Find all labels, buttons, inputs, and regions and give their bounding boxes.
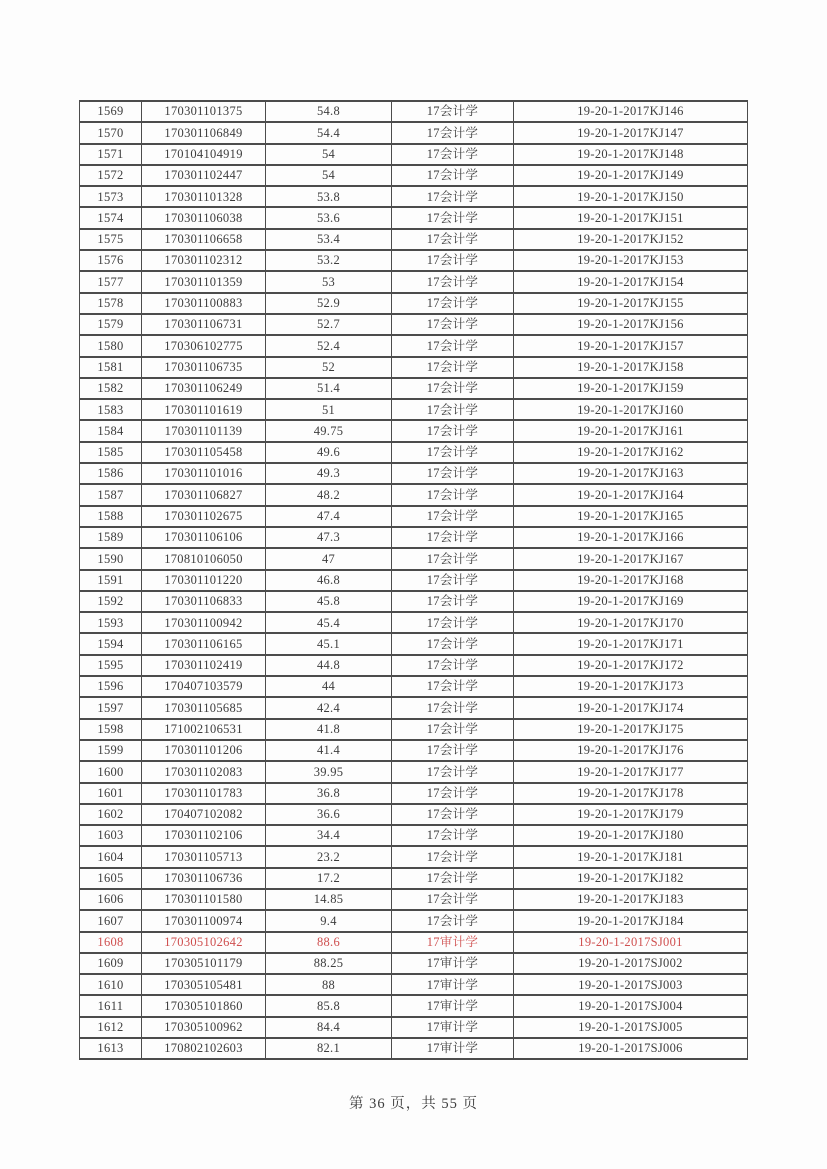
cell-rank: 1581 bbox=[80, 357, 142, 378]
table-row bbox=[80, 527, 748, 548]
table-row bbox=[80, 229, 748, 250]
cell-student-id: 170407103579 bbox=[142, 676, 266, 697]
cell-student-id: 170301101359 bbox=[142, 271, 266, 292]
cell-class-name: 17会计学 bbox=[392, 186, 514, 207]
cell-score: 51 bbox=[266, 399, 392, 420]
cell-class-name: 17会计学 bbox=[392, 463, 514, 484]
cell-student-id: 170301106165 bbox=[142, 633, 266, 654]
cell-class-name: 17会计学 bbox=[392, 868, 514, 889]
cell-student-id: 170301106849 bbox=[142, 122, 266, 143]
table-row bbox=[80, 570, 748, 591]
table-row bbox=[80, 889, 748, 910]
table-row bbox=[80, 399, 748, 420]
cell-class-name: 17会计学 bbox=[392, 570, 514, 591]
cell-exam-code: 19-20-1-2017KJ172 bbox=[514, 655, 748, 676]
cell-class-name: 17会计学 bbox=[392, 548, 514, 569]
cell-exam-code: 19-20-1-2017KJ153 bbox=[514, 250, 748, 271]
cell-rank: 1601 bbox=[80, 783, 142, 804]
cell-exam-code: 19-20-1-2017KJ177 bbox=[514, 761, 748, 782]
table-row bbox=[80, 165, 748, 186]
cell-class-name: 17会计学 bbox=[392, 846, 514, 867]
cell-score: 54 bbox=[266, 165, 392, 186]
cell-exam-code: 19-20-1-2017KJ171 bbox=[514, 633, 748, 654]
cell-student-id: 170301100942 bbox=[142, 612, 266, 633]
cell-score: 88.25 bbox=[266, 953, 392, 974]
cell-class-name: 17会计学 bbox=[392, 420, 514, 441]
cell-exam-code: 19-20-1-2017KJ152 bbox=[514, 229, 748, 250]
cell-score: 52 bbox=[266, 357, 392, 378]
cell-score: 53.6 bbox=[266, 207, 392, 228]
cell-rank: 1608 bbox=[80, 932, 142, 953]
cell-student-id: 170305101860 bbox=[142, 995, 266, 1016]
cell-score: 36.6 bbox=[266, 804, 392, 825]
cell-rank: 1571 bbox=[80, 144, 142, 165]
cell-rank: 1591 bbox=[80, 570, 142, 591]
cell-rank: 1610 bbox=[80, 974, 142, 995]
cell-exam-code: 19-20-1-2017KJ156 bbox=[514, 314, 748, 335]
cell-score: 48.2 bbox=[266, 484, 392, 505]
cell-score: 54.4 bbox=[266, 122, 392, 143]
cell-rank: 1576 bbox=[80, 250, 142, 271]
cell-score: 44 bbox=[266, 676, 392, 697]
cell-score: 88.6 bbox=[266, 932, 392, 953]
cell-student-id: 170301101375 bbox=[142, 101, 266, 122]
cell-rank: 1578 bbox=[80, 293, 142, 314]
cell-student-id: 170301100883 bbox=[142, 293, 266, 314]
cell-score: 85.8 bbox=[266, 995, 392, 1016]
cell-score: 51.4 bbox=[266, 378, 392, 399]
table-row bbox=[80, 293, 748, 314]
cell-score: 49.75 bbox=[266, 420, 392, 441]
table-row bbox=[80, 1038, 748, 1059]
cell-class-name: 17审计学 bbox=[392, 953, 514, 974]
table-row bbox=[80, 910, 748, 931]
table-row bbox=[80, 953, 748, 974]
cell-student-id: 170301106106 bbox=[142, 527, 266, 548]
cell-exam-code: 19-20-1-2017SJ003 bbox=[514, 974, 748, 995]
cell-student-id: 170301102312 bbox=[142, 250, 266, 271]
cell-rank: 1609 bbox=[80, 953, 142, 974]
cell-rank: 1575 bbox=[80, 229, 142, 250]
table-row bbox=[80, 612, 748, 633]
cell-rank: 1605 bbox=[80, 868, 142, 889]
table-row bbox=[80, 761, 748, 782]
table-row bbox=[80, 101, 748, 122]
cell-score: 49.3 bbox=[266, 463, 392, 484]
cell-student-id: 170301106736 bbox=[142, 868, 266, 889]
cell-exam-code: 19-20-1-2017KJ150 bbox=[514, 186, 748, 207]
cell-rank: 1585 bbox=[80, 442, 142, 463]
cell-rank: 1586 bbox=[80, 463, 142, 484]
table-row bbox=[80, 442, 748, 463]
cell-score: 88 bbox=[266, 974, 392, 995]
table-row bbox=[80, 995, 748, 1016]
cell-score: 47 bbox=[266, 548, 392, 569]
cell-rank: 1593 bbox=[80, 612, 142, 633]
cell-rank: 1573 bbox=[80, 186, 142, 207]
table-row bbox=[80, 186, 748, 207]
cell-student-id: 170301100974 bbox=[142, 910, 266, 931]
cell-exam-code: 19-20-1-2017KJ184 bbox=[514, 910, 748, 931]
cell-score: 45.1 bbox=[266, 633, 392, 654]
cell-rank: 1611 bbox=[80, 995, 142, 1016]
cell-rank: 1607 bbox=[80, 910, 142, 931]
cell-score: 23.2 bbox=[266, 846, 392, 867]
cell-score: 47.4 bbox=[266, 506, 392, 527]
cell-class-name: 17会计学 bbox=[392, 165, 514, 186]
table-row bbox=[80, 484, 748, 505]
cell-class-name: 17会计学 bbox=[392, 676, 514, 697]
cell-exam-code: 19-20-1-2017KJ159 bbox=[514, 378, 748, 399]
table-row bbox=[80, 250, 748, 271]
cell-exam-code: 19-20-1-2017KJ173 bbox=[514, 676, 748, 697]
cell-student-id: 170306102775 bbox=[142, 335, 266, 356]
cell-class-name: 17会计学 bbox=[392, 889, 514, 910]
cell-class-name: 17会计学 bbox=[392, 655, 514, 676]
cell-rank: 1598 bbox=[80, 719, 142, 740]
table-row bbox=[80, 655, 748, 676]
cell-rank: 1569 bbox=[80, 101, 142, 122]
cell-score: 14.85 bbox=[266, 889, 392, 910]
cell-rank: 1588 bbox=[80, 506, 142, 527]
cell-student-id: 170301106658 bbox=[142, 229, 266, 250]
cell-student-id: 170301105713 bbox=[142, 846, 266, 867]
cell-exam-code: 19-20-1-2017KJ174 bbox=[514, 697, 748, 718]
cell-exam-code: 19-20-1-2017KJ162 bbox=[514, 442, 748, 463]
cell-score: 45.8 bbox=[266, 591, 392, 612]
cell-rank: 1603 bbox=[80, 825, 142, 846]
cell-student-id: 171002106531 bbox=[142, 719, 266, 740]
table-row bbox=[80, 1017, 748, 1038]
page-footer: 第 36 页，共 55 页 bbox=[349, 1096, 478, 1112]
table-row bbox=[80, 420, 748, 441]
cell-student-id: 170301106827 bbox=[142, 484, 266, 505]
table-row bbox=[80, 676, 748, 697]
cell-rank: 1579 bbox=[80, 314, 142, 335]
cell-class-name: 17审计学 bbox=[392, 1017, 514, 1038]
cell-score: 46.8 bbox=[266, 570, 392, 591]
cell-exam-code: 19-20-1-2017KJ165 bbox=[514, 506, 748, 527]
cell-score: 39.95 bbox=[266, 761, 392, 782]
table-row bbox=[80, 357, 748, 378]
cell-rank: 1595 bbox=[80, 655, 142, 676]
cell-class-name: 17会计学 bbox=[392, 122, 514, 143]
cell-class-name: 17会计学 bbox=[392, 804, 514, 825]
cell-student-id: 170810106050 bbox=[142, 548, 266, 569]
cell-student-id: 170104104919 bbox=[142, 144, 266, 165]
cell-class-name: 17会计学 bbox=[392, 335, 514, 356]
cell-student-id: 170301101220 bbox=[142, 570, 266, 591]
table-row bbox=[80, 548, 748, 569]
cell-rank: 1589 bbox=[80, 527, 142, 548]
cell-rank: 1599 bbox=[80, 740, 142, 761]
cell-student-id: 170305101179 bbox=[142, 953, 266, 974]
table-row bbox=[80, 740, 748, 761]
cell-student-id: 170301106731 bbox=[142, 314, 266, 335]
cell-class-name: 17会计学 bbox=[392, 378, 514, 399]
cell-score: 82.1 bbox=[266, 1038, 392, 1059]
cell-class-name: 17会计学 bbox=[392, 527, 514, 548]
table-row bbox=[80, 783, 748, 804]
cell-student-id: 170301101328 bbox=[142, 186, 266, 207]
cell-exam-code: 19-20-1-2017KJ164 bbox=[514, 484, 748, 505]
cell-student-id: 170301105685 bbox=[142, 697, 266, 718]
cell-rank: 1602 bbox=[80, 804, 142, 825]
cell-exam-code: 19-20-1-2017KJ147 bbox=[514, 122, 748, 143]
cell-exam-code: 19-20-1-2017KJ158 bbox=[514, 357, 748, 378]
cell-exam-code: 19-20-1-2017KJ166 bbox=[514, 527, 748, 548]
table-row bbox=[80, 144, 748, 165]
cell-student-id: 170301102419 bbox=[142, 655, 266, 676]
table-row bbox=[80, 932, 748, 953]
cell-exam-code: 19-20-1-2017KJ151 bbox=[514, 207, 748, 228]
cell-rank: 1572 bbox=[80, 165, 142, 186]
cell-student-id: 170301106038 bbox=[142, 207, 266, 228]
grades-table bbox=[79, 100, 748, 1060]
table-row bbox=[80, 591, 748, 612]
cell-exam-code: 19-20-1-2017KJ149 bbox=[514, 165, 748, 186]
cell-class-name: 17审计学 bbox=[392, 932, 514, 953]
cell-exam-code: 19-20-1-2017KJ161 bbox=[514, 420, 748, 441]
cell-rank: 1592 bbox=[80, 591, 142, 612]
table-row bbox=[80, 335, 748, 356]
cell-score: 53.2 bbox=[266, 250, 392, 271]
cell-student-id: 170301101206 bbox=[142, 740, 266, 761]
table-row bbox=[80, 719, 748, 740]
cell-rank: 1596 bbox=[80, 676, 142, 697]
cell-student-id: 170301105458 bbox=[142, 442, 266, 463]
cell-class-name: 17会计学 bbox=[392, 101, 514, 122]
table-row bbox=[80, 868, 748, 889]
cell-student-id: 170301101580 bbox=[142, 889, 266, 910]
table-row bbox=[80, 271, 748, 292]
cell-class-name: 17审计学 bbox=[392, 1038, 514, 1059]
cell-rank: 1590 bbox=[80, 548, 142, 569]
cell-student-id: 170301102106 bbox=[142, 825, 266, 846]
cell-score: 41.8 bbox=[266, 719, 392, 740]
cell-exam-code: 19-20-1-2017KJ182 bbox=[514, 868, 748, 889]
cell-student-id: 170407102082 bbox=[142, 804, 266, 825]
cell-exam-code: 19-20-1-2017KJ175 bbox=[514, 719, 748, 740]
cell-exam-code: 19-20-1-2017KJ179 bbox=[514, 804, 748, 825]
cell-exam-code: 19-20-1-2017KJ157 bbox=[514, 335, 748, 356]
cell-score: 41.4 bbox=[266, 740, 392, 761]
cell-class-name: 17会计学 bbox=[392, 719, 514, 740]
cell-rank: 1597 bbox=[80, 697, 142, 718]
cell-class-name: 17会计学 bbox=[392, 144, 514, 165]
cell-student-id: 170301101139 bbox=[142, 420, 266, 441]
table-body bbox=[80, 101, 748, 1059]
cell-exam-code: 19-20-1-2017KJ154 bbox=[514, 271, 748, 292]
cell-class-name: 17审计学 bbox=[392, 974, 514, 995]
cell-class-name: 17会计学 bbox=[392, 910, 514, 931]
cell-rank: 1577 bbox=[80, 271, 142, 292]
cell-class-name: 17会计学 bbox=[392, 612, 514, 633]
cell-score: 36.8 bbox=[266, 783, 392, 804]
cell-class-name: 17会计学 bbox=[392, 633, 514, 654]
cell-class-name: 17会计学 bbox=[392, 229, 514, 250]
cell-student-id: 170301106249 bbox=[142, 378, 266, 399]
cell-rank: 1606 bbox=[80, 889, 142, 910]
cell-exam-code: 19-20-1-2017SJ001 bbox=[514, 932, 748, 953]
table-row bbox=[80, 697, 748, 718]
table-row bbox=[80, 633, 748, 654]
cell-exam-code: 19-20-1-2017KJ178 bbox=[514, 783, 748, 804]
cell-exam-code: 19-20-1-2017KJ181 bbox=[514, 846, 748, 867]
table-row bbox=[80, 825, 748, 846]
cell-exam-code: 19-20-1-2017KJ155 bbox=[514, 293, 748, 314]
cell-class-name: 17会计学 bbox=[392, 442, 514, 463]
cell-exam-code: 19-20-1-2017SJ005 bbox=[514, 1017, 748, 1038]
cell-student-id: 170305100962 bbox=[142, 1017, 266, 1038]
table-row bbox=[80, 314, 748, 335]
cell-class-name: 17会计学 bbox=[392, 591, 514, 612]
cell-exam-code: 19-20-1-2017SJ006 bbox=[514, 1038, 748, 1059]
cell-score: 84.4 bbox=[266, 1017, 392, 1038]
cell-score: 53.8 bbox=[266, 186, 392, 207]
cell-exam-code: 19-20-1-2017SJ002 bbox=[514, 953, 748, 974]
cell-student-id: 170301106833 bbox=[142, 591, 266, 612]
cell-student-id: 170301101619 bbox=[142, 399, 266, 420]
cell-exam-code: 19-20-1-2017SJ004 bbox=[514, 995, 748, 1016]
cell-class-name: 17审计学 bbox=[392, 995, 514, 1016]
cell-score: 53 bbox=[266, 271, 392, 292]
cell-score: 49.6 bbox=[266, 442, 392, 463]
cell-student-id: 170301101016 bbox=[142, 463, 266, 484]
cell-rank: 1604 bbox=[80, 846, 142, 867]
cell-score: 34.4 bbox=[266, 825, 392, 846]
cell-class-name: 17会计学 bbox=[392, 761, 514, 782]
cell-score: 52.9 bbox=[266, 293, 392, 314]
cell-class-name: 17会计学 bbox=[392, 314, 514, 335]
cell-exam-code: 19-20-1-2017KJ170 bbox=[514, 612, 748, 633]
cell-class-name: 17会计学 bbox=[392, 484, 514, 505]
cell-score: 52.4 bbox=[266, 335, 392, 356]
cell-score: 52.7 bbox=[266, 314, 392, 335]
cell-student-id: 170305102642 bbox=[142, 932, 266, 953]
cell-rank: 1600 bbox=[80, 761, 142, 782]
cell-exam-code: 19-20-1-2017KJ148 bbox=[514, 144, 748, 165]
cell-score: 54 bbox=[266, 144, 392, 165]
table-row bbox=[80, 463, 748, 484]
cell-class-name: 17会计学 bbox=[392, 740, 514, 761]
cell-class-name: 17会计学 bbox=[392, 357, 514, 378]
cell-class-name: 17会计学 bbox=[392, 293, 514, 314]
cell-score: 42.4 bbox=[266, 697, 392, 718]
cell-class-name: 17会计学 bbox=[392, 271, 514, 292]
cell-student-id: 170305105481 bbox=[142, 974, 266, 995]
cell-exam-code: 19-20-1-2017KJ160 bbox=[514, 399, 748, 420]
cell-exam-code: 19-20-1-2017KJ168 bbox=[514, 570, 748, 591]
cell-score: 53.4 bbox=[266, 229, 392, 250]
cell-rank: 1594 bbox=[80, 633, 142, 654]
table-row bbox=[80, 974, 748, 995]
cell-exam-code: 19-20-1-2017KJ180 bbox=[514, 825, 748, 846]
table-row bbox=[80, 207, 748, 228]
cell-rank: 1574 bbox=[80, 207, 142, 228]
table-row bbox=[80, 122, 748, 143]
table-row bbox=[80, 846, 748, 867]
cell-student-id: 170301101783 bbox=[142, 783, 266, 804]
cell-rank: 1580 bbox=[80, 335, 142, 356]
cell-exam-code: 19-20-1-2017KJ146 bbox=[514, 101, 748, 122]
cell-score: 9.4 bbox=[266, 910, 392, 931]
cell-rank: 1570 bbox=[80, 122, 142, 143]
cell-class-name: 17会计学 bbox=[392, 783, 514, 804]
cell-rank: 1584 bbox=[80, 420, 142, 441]
cell-rank: 1587 bbox=[80, 484, 142, 505]
cell-class-name: 17会计学 bbox=[392, 697, 514, 718]
cell-student-id: 170301102447 bbox=[142, 165, 266, 186]
cell-exam-code: 19-20-1-2017KJ176 bbox=[514, 740, 748, 761]
cell-class-name: 17会计学 bbox=[392, 399, 514, 420]
cell-student-id: 170301102083 bbox=[142, 761, 266, 782]
table-row bbox=[80, 804, 748, 825]
cell-class-name: 17会计学 bbox=[392, 250, 514, 271]
cell-rank: 1583 bbox=[80, 399, 142, 420]
cell-class-name: 17会计学 bbox=[392, 207, 514, 228]
table-row bbox=[80, 506, 748, 527]
cell-rank: 1612 bbox=[80, 1017, 142, 1038]
cell-exam-code: 19-20-1-2017KJ167 bbox=[514, 548, 748, 569]
cell-exam-code: 19-20-1-2017KJ163 bbox=[514, 463, 748, 484]
cell-exam-code: 19-20-1-2017KJ169 bbox=[514, 591, 748, 612]
cell-student-id: 170301102675 bbox=[142, 506, 266, 527]
cell-score: 44.8 bbox=[266, 655, 392, 676]
cell-class-name: 17会计学 bbox=[392, 825, 514, 846]
cell-rank: 1613 bbox=[80, 1038, 142, 1059]
cell-score: 45.4 bbox=[266, 612, 392, 633]
cell-student-id: 170301106735 bbox=[142, 357, 266, 378]
cell-exam-code: 19-20-1-2017KJ183 bbox=[514, 889, 748, 910]
cell-rank: 1582 bbox=[80, 378, 142, 399]
cell-score: 17.2 bbox=[266, 868, 392, 889]
cell-class-name: 17会计学 bbox=[392, 506, 514, 527]
cell-score: 47.3 bbox=[266, 527, 392, 548]
table-row bbox=[80, 378, 748, 399]
cell-score: 54.8 bbox=[266, 101, 392, 122]
cell-student-id: 170802102603 bbox=[142, 1038, 266, 1059]
